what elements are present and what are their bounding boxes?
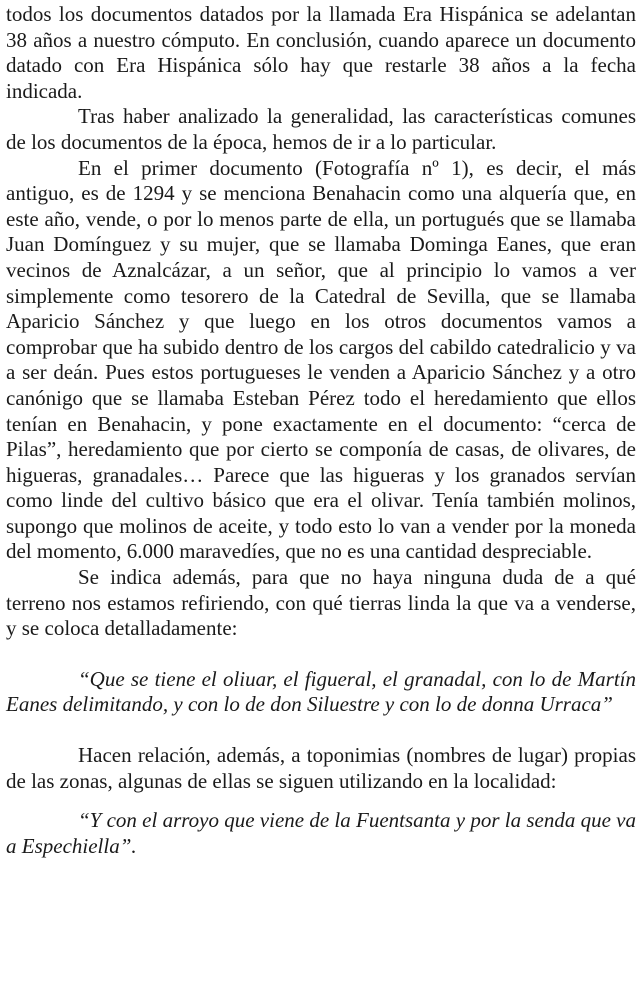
paragraph-primer-documento: En el primer documento (Fotografía nº 1), es decir, el más antiguo, es de 1294 y se menciona Benahacin como una alquería que, en este año, vende, o por lo menos parte de ella, un portugués que se llamaba Juan Domínguez y su mujer, que se llamaba Dominga Eanes, que eran vecinos de Aznalcázar, a un señor, que al principio lo vamos a ver simplemente como tesorero de la Catedral de Sevilla, que se llamaba Aparicio Sánchez y que luego en los otros documentos vamos a comprobar que ha subido dentro de los cargos del cabildo catedralicio y va a ser deán. Pues estos portugueses le venden a Aparicio Sánchez y a otro canónigo que se llamaba Esteban Pérez todo el heredamiento que ellos tenían en Benahacin, y pone exactamente en el documento: “cerca de Pilas”, heredamiento que por cierto se componía de casas, de olivares, de higueras, granadales… Parece que las higueras y los granados servían como linde del cultivo básico que era el olivar. Tenía también molinos, supongo que molinos de aceite, y todo esto lo van a vender por la moneda del momento, 6.000 maravedíes, que no es una cantidad despreciable. — [6, 155, 636, 564]
quote-fuentsanta: “Y con el arroyo que viene de la Fuentsanta y por la senda que va a Espechiella”. — [6, 808, 636, 858]
paragraph-linderos: Se indica además, para que no haya ninguna duda de a qué terreno nos estamos refiriendo, con qué tierras linda la que va a venderse, y se coloca detalladamente: — [6, 565, 636, 641]
paragraph-generalidad: Tras haber analizado la generalidad, las características comunes de los documentos de la época, hemos de ir a lo particular. — [6, 104, 636, 154]
paragraph-era-hispanica: todos los documentos datados por la llamada Era Hispánica se adelantan 38 años a nuestro cómputo. En conclusión, cuando aparece un documento datado con Era Hispánica sólo hay que restarle 38 años a la fecha indicada. — [6, 2, 636, 103]
quote-oliuar: “Que se tiene el oliuar, el figueral, el granadal, con lo de Martín Eanes delimitando, y con lo de don Siluestre y con lo de donna Urraca” — [6, 666, 636, 717]
paragraph-toponimias: Hacen relación, además, a toponimias (nombres de lugar) propias de las zonas, algunas de ellas se siguen utilizando en la localidad: — [6, 743, 636, 793]
document-page — [6, 2, 636, 859]
